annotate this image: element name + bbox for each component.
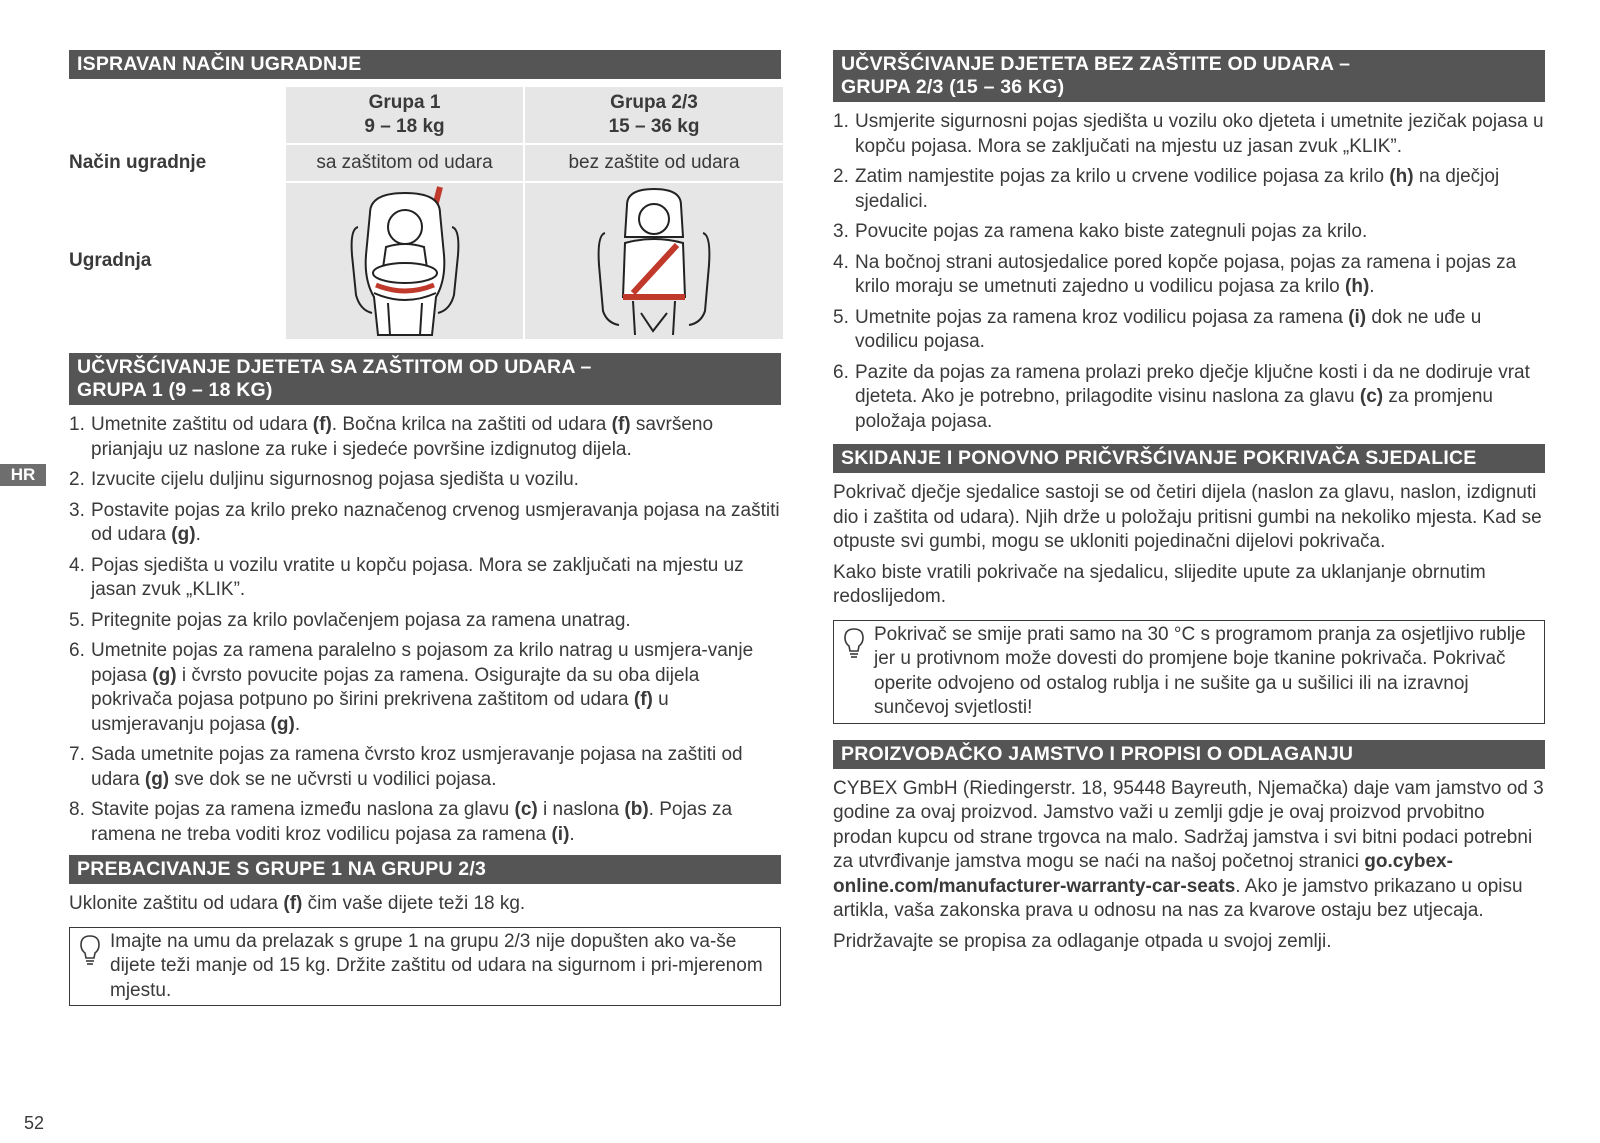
warranty-paragraph-1: CYBEX GmbH (Riedingerstr. 18, 95448 Bayreuth, Njemačka) daje vam jamstvo od 3 godine za ovaj proizvod. Jamstvo važi u zemlji gdje je ovaj proizvod prvobitno prodan kupcu od strane trgovca na malo. Sadržaj jamstva i svi bitni podaci potrebni za utvrđivanje jamstva mogu se naći na našoj početnoj stranici go.cybex-online.com/manufacturer-warranty-car-seats. Ako je jamstvo prikazano u opisu artikla, vaša zakonska prava u odnosu na nas za kvarove ostaju bez utjecaja. [833, 777, 1544, 921]
step-number: 2. [833, 166, 849, 187]
list-item [69, 743, 781, 792]
step-text: Zatim namjestite pojas za krilo u crvene vodilice pojasa za krilo (h) na dječjoj sjedalici. [855, 166, 1500, 212]
table-corner [69, 87, 284, 143]
group1-section-header [69, 353, 781, 405]
list-item [833, 110, 1545, 159]
group23-mode: bez zaštite od udara [525, 145, 783, 181]
switch-note-box [69, 927, 781, 1007]
group23-weight: 15 – 36 kg [608, 116, 700, 137]
row-label-mode: Način ugradnje [69, 145, 284, 181]
step-text: Postavite pojas za krilo preko naznačenog crvenog usmjeravanja pojasa na zaštiti od udara (g). [91, 499, 780, 545]
step-text: Izvucite cijelu duljinu sigurnosnog pojasa sjedišta u vozilu. [91, 469, 579, 490]
step-text: Povucite pojas za ramena kako biste zategnuli pojas za krilo. [855, 221, 1368, 242]
step-number: 1. [833, 111, 849, 132]
step-text: Umetnite zaštitu od udara (f). Bočna krilca na zaštiti od udara (f) savršeno prianjaju uz naslone za ruke i sjedeće površine izdignutog dijela. [91, 414, 714, 460]
cover-paragraph-1: Pokrivač dječje sjedalice sastoji se od četiri dijela (naslon za glavu, naslon, izdignuti dio i zaštita od udara). Njih drže u položaju pritisni gumbi na nekoliko mjesta. Kad se otpuste svi gumbi, mogu se ukloniti pojedinačni dijelovi pokrivača. [833, 482, 1542, 552]
switch-text: Uklonite zaštitu od udara (f) čim vaše dijete teži 18 kg. [69, 893, 526, 914]
warranty-paragraph-2: Pridržavajte se propisa za odlaganje otpada u svojoj zemlji. [833, 930, 1332, 952]
list-item [833, 220, 1545, 245]
list-item [69, 413, 781, 462]
step-number: 4. [69, 554, 85, 576]
lightbulb-icon [842, 627, 866, 659]
group23-steps [833, 110, 1545, 434]
step-text: Umetnite pojas za ramena paralelno s pojasom za krilo natrag u usmjera-vanje pojasa (g) i čvrsto povucite pojas za ramena. Osigurajte da su oba dijela pokrivača pojasa potpuno po širini prekrivena zaštitom od udara (f) u usmjeravanju pojasa (g). [91, 640, 754, 735]
list-item [833, 306, 1545, 355]
step-number: 2. [69, 469, 85, 490]
group1-weight: 9 – 18 kg [364, 116, 445, 137]
step-number: 6. [833, 361, 849, 383]
group1-mode: sa zaštitom od udara [286, 145, 523, 181]
group1-title-line1: UČVRŠĆIVANJE DJETETA SA ZAŠTITOM OD UDARA – [77, 356, 592, 378]
warranty-section-header: PROIZVOĐAČKO JAMSTVO I PROPISI O ODLAGANJU [833, 740, 1545, 769]
installation-table [69, 87, 781, 339]
group23-title-line1: UČVRŠĆIVANJE DJETETA BEZ ZAŠTITE OD UDARA – [841, 53, 1351, 75]
page-number: 52 [24, 1113, 45, 1133]
group23-section-header [833, 50, 1545, 102]
language-tab: HR [0, 464, 46, 486]
left-column [69, 50, 781, 1006]
switch-section-header: PREBACIVANJE S GRUPE 1 NA GRUPU 2/3 [69, 855, 781, 884]
list-item [69, 554, 781, 603]
list-item [69, 609, 781, 634]
step-number: 3. [69, 499, 85, 521]
step-text: Pritegnite pojas za krilo povlačenjem pojasa za ramena unatrag. [91, 609, 631, 631]
step-number: 8. [69, 799, 85, 820]
switch-note-text: Imajte na umu da prelazak s grupe 1 na grupu 2/3 nije dopušten ako va-še dijete teži manje od 15 kg. Držite zaštitu od udara na sigurnom i pri-mjerenom mjestu. [110, 930, 763, 1001]
install-section-header: ISPRAVAN NAČIN UGRADNJE [69, 50, 781, 79]
list-item [69, 499, 781, 548]
group1-steps [69, 413, 781, 847]
child-seat-impact-shield-illustration [340, 185, 470, 337]
list-item [833, 361, 1545, 435]
list-item [833, 251, 1545, 300]
group1-title-line2: GRUPA 1 (9 – 18 KG) [77, 379, 273, 401]
step-text: Pazite da pojas za ramena prolazi preko dječje ključne kosti i da ne dodiruje vrat djeteta. Ako je potrebno, prilagodite visinu naslona za glavu (c) za promjenu položaja pojasa. [855, 361, 1530, 432]
group23-install-illustration [525, 183, 783, 339]
step-text: Stavite pojas za ramena između naslona za glavu (c) i naslona (b). Pojas za ramena ne treba voditi kroz vodilicu pojasa za ramena (i). [91, 799, 733, 845]
child-seat-belt-illustration [589, 185, 719, 337]
table-header-group23 [525, 87, 783, 143]
group1-name: Grupa 1 [368, 92, 441, 113]
table-header-group1 [286, 87, 523, 143]
step-number: 5. [833, 306, 849, 328]
cover-section-header: SKIDANJE I PONOVNO PRIČVRŠĆIVANJE POKRIVAČA SJEDALICE [833, 444, 1545, 473]
step-number: 5. [69, 609, 85, 631]
group1-install-illustration [286, 183, 523, 339]
cover-note-box [833, 620, 1545, 724]
step-number: 3. [833, 221, 849, 242]
list-item [69, 468, 781, 493]
step-number: 4. [833, 251, 849, 273]
step-number: 1. [69, 414, 85, 435]
row-label-install: Ugradnja [69, 183, 284, 339]
step-number: 6. [69, 640, 85, 661]
step-text: Sada umetnite pojas za ramena čvrsto kroz usmjeravanje pojasa na zaštiti od udara (g) sve dok se ne učvrsti u vodilici pojasa. [91, 744, 743, 790]
step-number: 7. [69, 744, 85, 765]
list-item [69, 639, 781, 737]
group23-title-line2: GRUPA 2/3 (15 – 36 KG) [841, 76, 1065, 98]
group23-name: Grupa 2/3 [610, 92, 698, 113]
right-column [833, 50, 1545, 954]
cover-paragraph-2: Kako biste vratili pokrivače na sjedalicu, slijedite upute za uklanjanje obrnutim redoslijedom. [833, 561, 1486, 607]
step-text: Na bočnoj strani autosjedalice pored kopče pojasa, pojas za ramena i pojas za krilo moraju se umetnuti zajedno u vodilicu pojasa za krilo (h). [855, 251, 1517, 297]
step-text: Umetnite pojas za ramena kroz vodilicu pojasa za ramena (i) dok ne uđe u vodilicu pojasa. [855, 306, 1482, 352]
cover-note-text: Pokrivač se smije prati samo na 30 °C s programom pranja za osjetljivo rublje jer u protivnom može dovesti do promjene boje tkanine pokrivača. Pokrivač operite odvojeno od ostalog rublja i ne sušite ga u sušilici ili na izravnoj sunčevoj svjetlosti! [874, 623, 1526, 718]
step-text: Usmjerite sigurnosni pojas sjedišta u vozilu oko djeteta i umetnite jezičak pojasa u kopču pojasa. Mora se zaključati na mjestu uz jasan zvuk „KLIK”. [855, 111, 1544, 157]
list-item [833, 165, 1545, 214]
step-text: Pojas sjedišta u vozilu vratite u kopču pojasa. Mora se zaključati na mjestu uz jasan zvuk „KLIK”. [91, 554, 744, 600]
list-item [69, 798, 781, 847]
lightbulb-icon [78, 934, 102, 966]
